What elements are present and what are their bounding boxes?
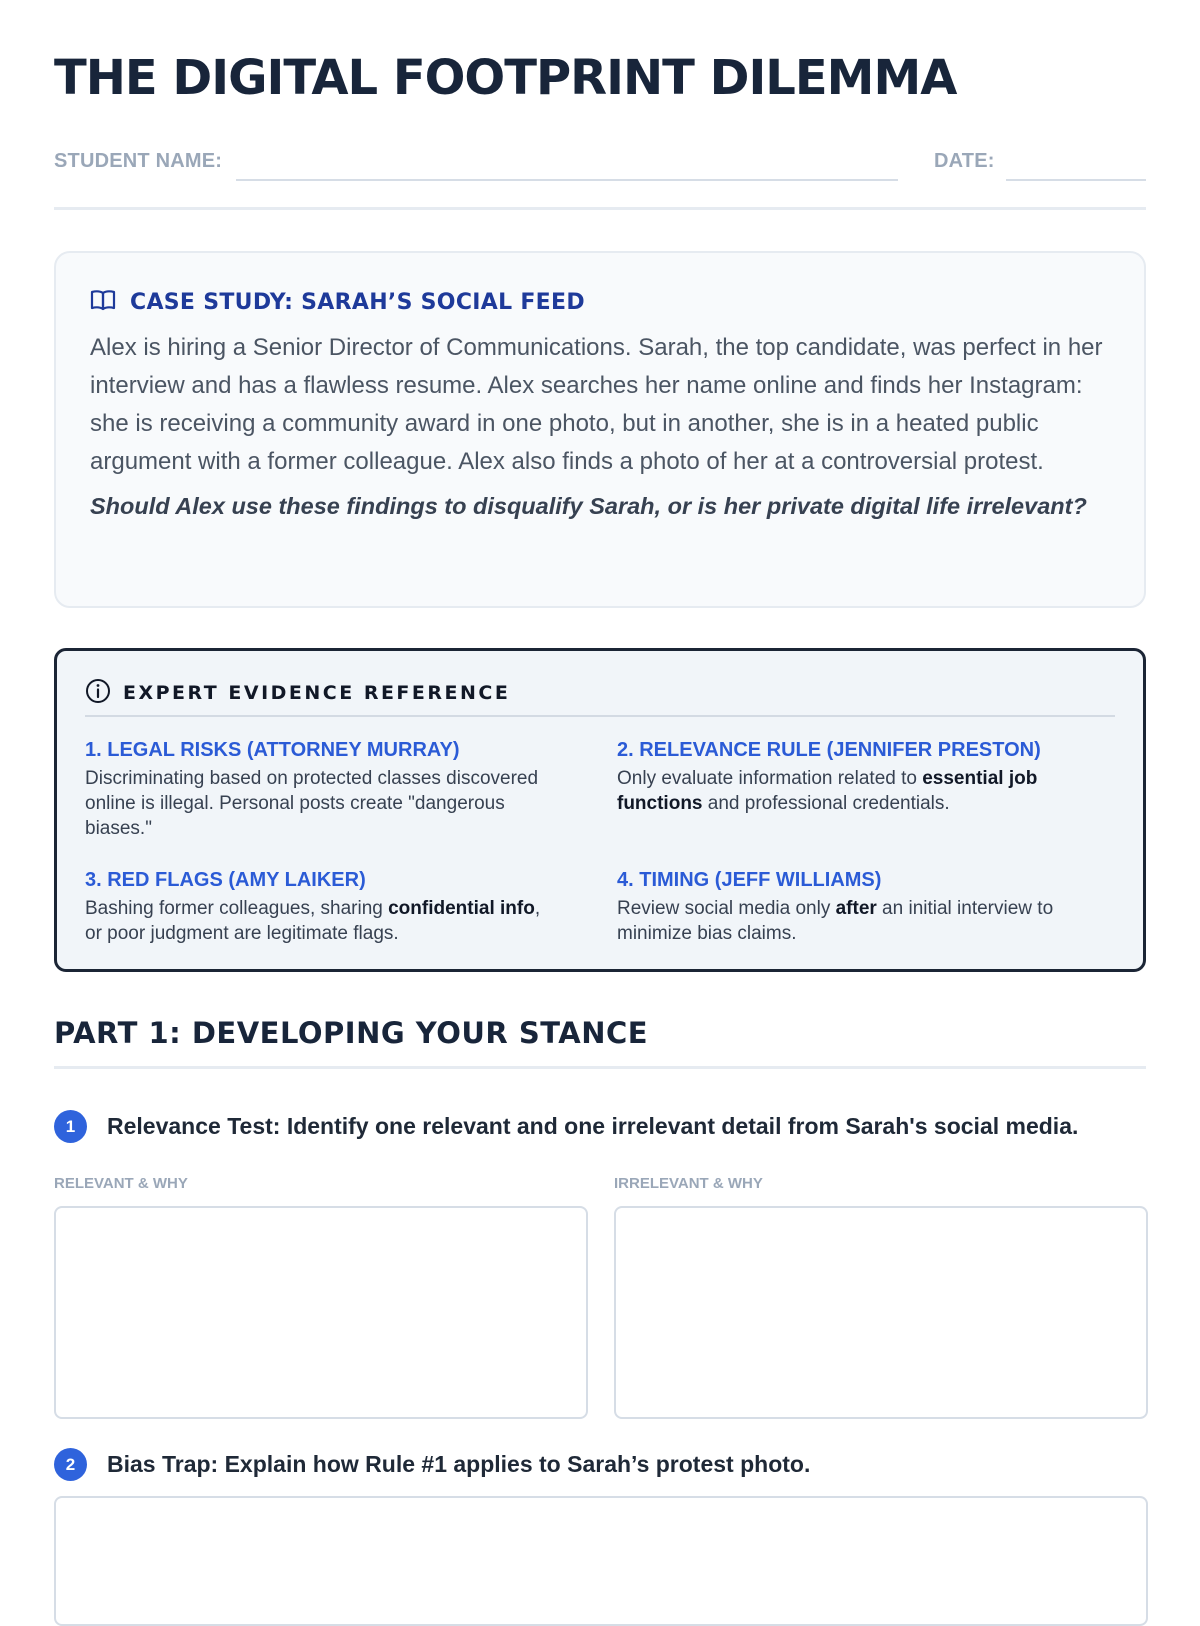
evidence-grid	[85, 717, 1115, 944]
evidence-text: Discriminating based on protected classes discovered online is illegal. Personal posts create "dangerous biases."	[85, 768, 539, 839]
evidence-heading: 3. RED FLAGS (AMY LAIKER)	[85, 869, 366, 891]
evidence-item-red-flags	[85, 869, 555, 946]
question-text: Relevance Test: Identify one relevant and one irrelevant detail from Sarah's social media.	[107, 1113, 1079, 1139]
date-label: DATE:	[934, 150, 995, 172]
header-divider	[54, 207, 1146, 210]
student-info-row	[54, 146, 1146, 182]
question-2	[54, 1448, 810, 1481]
open-book-icon	[90, 288, 116, 317]
evidence-text: Bashing former colleagues, sharing confidential info, or poor judgment are legitimate flags.	[85, 898, 541, 944]
case-study-card	[54, 251, 1146, 608]
case-study-title: CASE STUDY: SARAH’S SOCIAL FEED	[130, 289, 585, 315]
evidence-heading: 1. LEGAL RISKS (ATTORNEY MURRAY)	[85, 739, 460, 761]
case-study-header	[90, 285, 1110, 319]
page-title: THE DIGITAL FOOTPRINT DILEMMA	[54, 50, 957, 106]
question-number-badge: 1	[54, 1110, 87, 1143]
evidence-text: Review social media only after an initial interview to minimize bias claims.	[617, 898, 1054, 944]
evidence-item-legal	[85, 739, 555, 841]
case-study-body: Alex is hiring a Senior Director of Communications. Sarah, the top candidate, was perfect in her interview and has a flawless resume. Alex searches her name online and finds her Instagram: she is receiving a community award in one photo, but in another, she is in a heated public argument with a former colleague. Alex also finds a photo of her at a controversial protest.	[90, 334, 1103, 475]
irrelevant-label: IRRELEVANT & WHY	[614, 1175, 763, 1192]
relevant-answer-box[interactable]	[54, 1206, 588, 1419]
evidence-item-timing	[617, 869, 1117, 946]
evidence-heading: 2. RELEVANCE RULE (JENNIFER PRESTON)	[617, 739, 1041, 761]
date-field[interactable]	[1006, 179, 1146, 181]
relevant-label: RELEVANT & WHY	[54, 1175, 188, 1192]
evidence-item-relevance	[617, 739, 1117, 816]
evidence-text: Only evaluate information related to essential job functions and professional credentials.	[617, 768, 1038, 814]
part-1-divider	[54, 1066, 1146, 1069]
irrelevant-answer-box[interactable]	[614, 1206, 1148, 1419]
evidence-heading: 4. TIMING (JEFF WILLIAMS)	[617, 869, 882, 891]
evidence-header	[85, 675, 1115, 717]
expert-evidence-card	[54, 648, 1146, 972]
info-circle-icon	[85, 678, 111, 709]
question-1	[54, 1110, 1078, 1143]
question-number-badge: 2	[54, 1448, 87, 1481]
question-text: Bias Trap: Explain how Rule #1 applies to Sarah’s protest photo.	[107, 1451, 811, 1477]
student-name-label: STUDENT NAME:	[54, 150, 223, 172]
evidence-title: EXPERT EVIDENCE REFERENCE	[123, 682, 511, 704]
part-1-title: PART 1: DEVELOPING YOUR STANCE	[54, 1016, 649, 1050]
student-name-field[interactable]	[236, 179, 898, 181]
case-study-question: Should Alex use these findings to disqualify Sarah, or is her private digital life irrelevant?	[90, 493, 1087, 519]
bias-trap-answer-box[interactable]	[54, 1496, 1148, 1626]
